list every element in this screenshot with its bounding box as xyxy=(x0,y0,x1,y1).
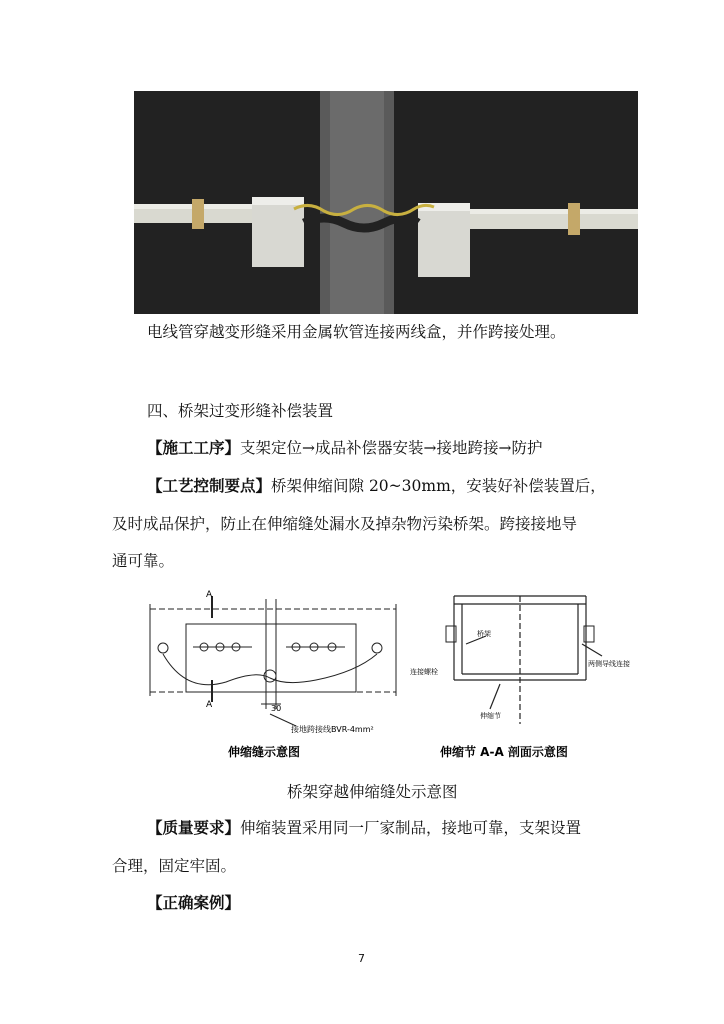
marker-a-bottom: A xyxy=(206,700,213,710)
control-paragraph-line1 xyxy=(147,476,606,496)
process-paragraph xyxy=(147,438,542,458)
marker-a-top: A xyxy=(206,590,213,600)
expansion-joint-diagram xyxy=(146,584,630,764)
control-line2: 及时成品保护，防止在伸缩缝处漏水及掉杂物污染桥架。跨接接地导 xyxy=(112,515,578,533)
label-joint: 伸缩节 xyxy=(480,712,501,720)
quality-line2: 合理，固定牢固。 xyxy=(112,857,237,875)
right-diagram-caption: 伸缩节 A-A 剖面示意图 xyxy=(440,745,568,759)
process-text: 支架定位→成品补偿器安装→接地跨接→防护 xyxy=(240,439,543,457)
control-line1: 桥架伸缩间隙 20~30mm，安装好补偿装置后， xyxy=(271,477,606,495)
quality-paragraph xyxy=(147,818,581,838)
control-label: 【工艺控制要点】 xyxy=(147,477,272,495)
figure-caption: 桥架穿越伸缩缝处示意图 xyxy=(287,783,458,801)
label-bolt: 连接螺栓 xyxy=(410,668,438,676)
dimension-label: 30 xyxy=(271,704,282,713)
photo-caption: 电线管穿越变形缝采用金属软管连接两线盒，并作跨接处理。 xyxy=(147,323,566,341)
label-tray: 桥架 xyxy=(477,630,491,638)
page-number: 7 xyxy=(358,952,365,965)
conduit-photo-image xyxy=(134,91,638,314)
process-label: 【施工工序】 xyxy=(147,439,241,457)
ground-wire-label: 接地跨接线BVR-4mm² xyxy=(291,725,374,734)
quality-line1: 伸缩装置采用同一厂家制品，接地可靠，支架设置 xyxy=(240,819,582,837)
control-line3: 通可靠。 xyxy=(112,552,175,570)
figure xyxy=(146,584,630,764)
label-ground: 两侧导线连接 xyxy=(588,660,630,668)
example-heading: 【正确案例】 xyxy=(147,894,241,912)
quality-label: 【质量要求】 xyxy=(147,819,241,837)
left-diagram-caption: 伸缩缝示意图 xyxy=(228,745,301,759)
section-heading: 四、桥架过变形缝补偿装置 xyxy=(147,402,334,420)
conduit-photo xyxy=(134,91,638,314)
